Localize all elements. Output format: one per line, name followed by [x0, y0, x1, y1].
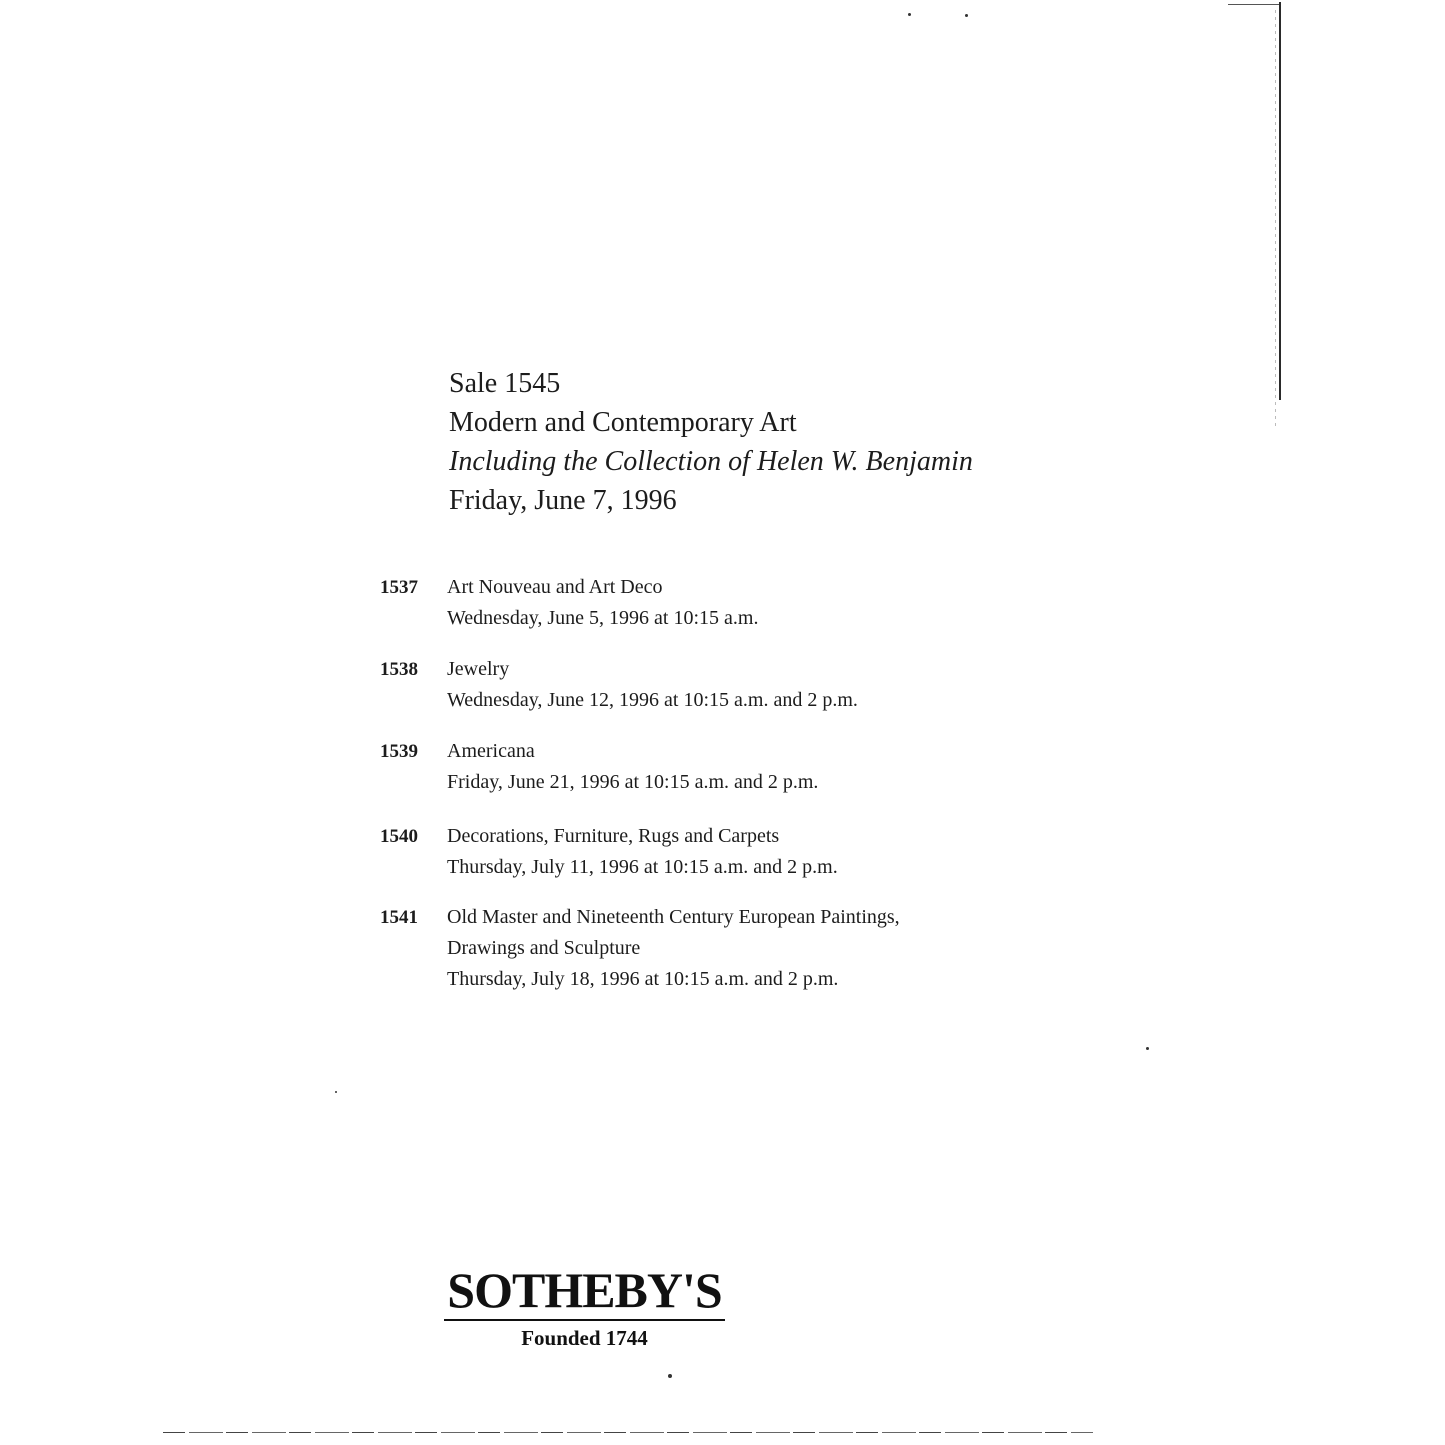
- sale-entry-title: Art Nouveau and Art Deco: [447, 576, 663, 598]
- logo-founded: Founded 1744: [521, 1326, 648, 1350]
- sale-entry-details: [447, 736, 818, 798]
- scan-speck: [668, 1374, 672, 1378]
- sale-entry-title: Decorations, Furniture, Rugs and Carpets: [447, 825, 780, 847]
- sale-entry-date: Friday, June 21, 1996 at 10:15 a.m. and 2 p.m.: [447, 771, 819, 793]
- logo-wordmark: SOTHEBY'S: [447, 1262, 722, 1318]
- sale-entry-details: [447, 821, 838, 883]
- sale-subtitle: Including the Collection of Helen W. Benjamin: [449, 446, 973, 477]
- page-edge-shadow: [1275, 10, 1276, 430]
- scan-speck: [908, 13, 911, 16]
- sale-entry-title-continued: Drawings and Sculpture: [447, 937, 641, 959]
- sale-number: Sale 1545: [449, 368, 561, 399]
- sale-entry-date: Thursday, July 18, 1996 at 10:15 a.m. and 2 p.m.: [447, 968, 839, 990]
- page-edge-bottom: [163, 1432, 1093, 1433]
- sale-entry-number: 1539: [380, 741, 418, 762]
- sale-entry-number: 1538: [380, 659, 418, 680]
- sale-entry-details: [447, 654, 858, 716]
- sale-entry-number: 1537: [380, 577, 418, 598]
- sale-entry-date: Wednesday, June 12, 1996 at 10:15 a.m. and 2 p.m.: [447, 689, 858, 711]
- sale-entry-number: 1540: [380, 826, 418, 847]
- sale-entry-details: [447, 572, 758, 634]
- sale-entry-number: 1541: [380, 907, 418, 928]
- sale-title: Modern and Contemporary Art: [449, 407, 797, 438]
- sothebys-logo: [444, 1262, 725, 1351]
- scan-speck: [965, 14, 968, 17]
- scan-speck: [1146, 1047, 1149, 1050]
- sale-entry-title: Jewelry: [447, 658, 510, 680]
- sale-entry-title: Americana: [447, 740, 535, 762]
- sale-entry-date: Thursday, July 11, 1996 at 10:15 a.m. and 2 p.m.: [447, 856, 838, 878]
- page-edge-right: [1279, 2, 1281, 400]
- scan-speck: [335, 1091, 337, 1093]
- page-edge-top: [1228, 4, 1280, 5]
- sale-date: Friday, June 7, 1996: [449, 485, 677, 516]
- sale-entry-details: [447, 902, 900, 995]
- sale-entry-title: Old Master and Nineteenth Century European Paintings,: [447, 906, 900, 928]
- sale-entry-date: Wednesday, June 5, 1996 at 10:15 a.m.: [447, 607, 759, 629]
- catalogue-header: [449, 364, 1169, 520]
- logo-rule: [444, 1319, 725, 1321]
